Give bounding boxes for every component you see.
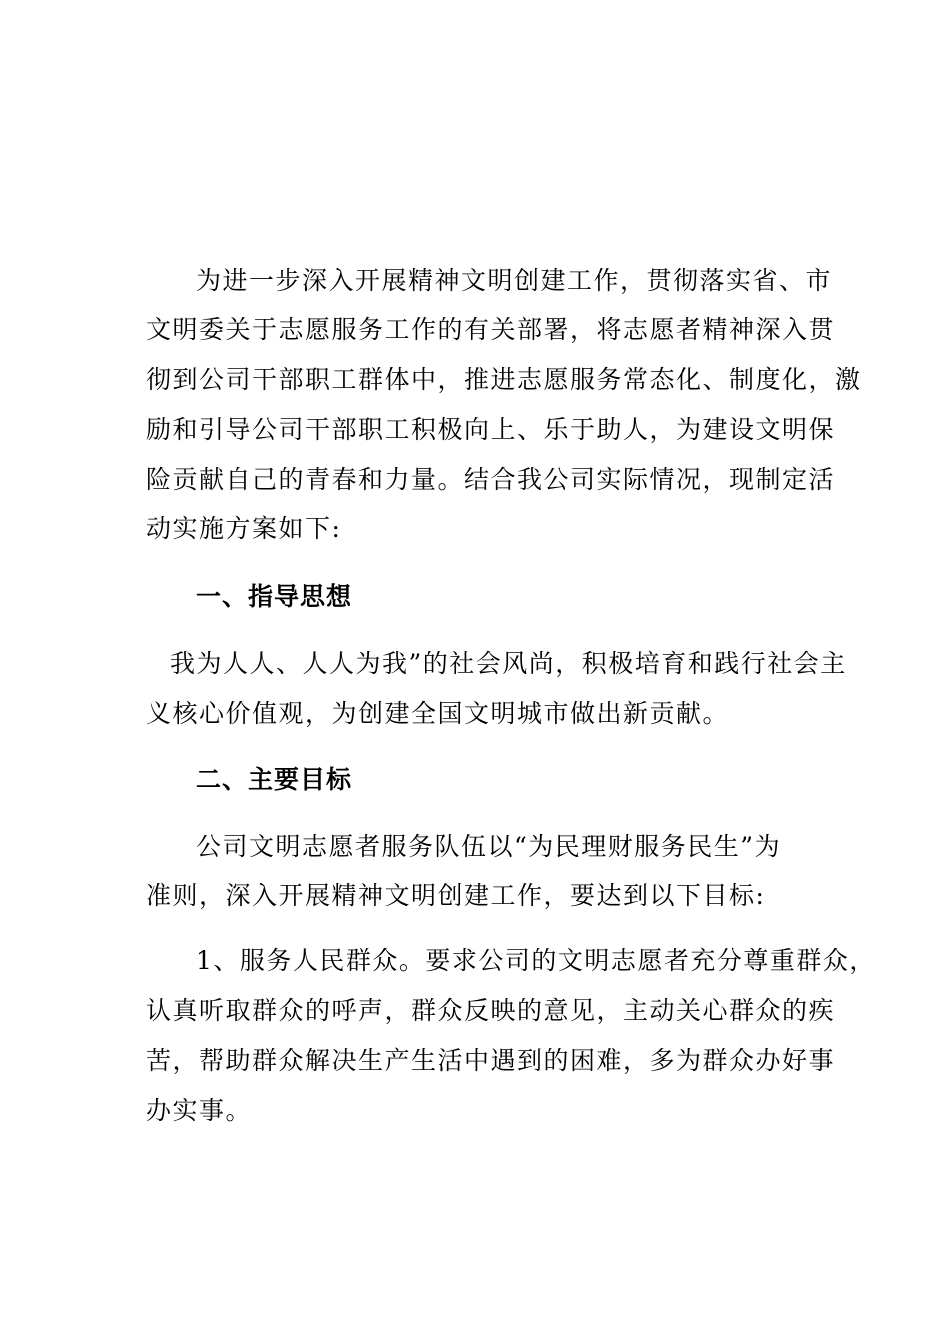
intro-line-6: 动实施方案如下: xyxy=(146,514,342,543)
intro-line-5: 险贡献自己的青春和力量。结合我公司实际情况，现制定活 xyxy=(146,465,836,494)
section1-line-2: 义核心价值观，为创建全国文明城市做出新贡献。 xyxy=(146,699,730,728)
intro-line-4: 励和引导公司干部职工积极向上、乐于助人，为建设文明保 xyxy=(146,415,836,444)
intro-line-2: 文明委关于志愿服务工作的有关部署，将志愿者精神深入贯 xyxy=(146,315,836,344)
goal-item-1-line-1: 1、服务人民群众。要求公司的文明志愿者充分尊重群众， xyxy=(196,946,876,975)
intro-line-1: 为进一步深入开展精神文明创建工作，贯彻落实省、市 xyxy=(196,266,833,295)
section2-line-2: 准则，深入开展精神文明创建工作，要达到以下目标: xyxy=(146,881,766,910)
section2-line-1: 公司文明志愿者服务队伍以“为民理财服务民生”为 xyxy=(196,832,782,861)
section-heading-guiding-ideology: 一、指导思想 xyxy=(196,582,353,611)
section1-line-1: 我为人人、人人为我”的社会风尚，积极培育和践行社会主 xyxy=(170,649,847,678)
goal-item-1-line-4: 办实事。 xyxy=(146,1096,253,1125)
section-heading-main-goals: 二、主要目标 xyxy=(196,765,353,794)
goal-item-1-line-3: 苦，帮助群众解决生产生活中遇到的困难，多为群众办好事 xyxy=(146,1046,836,1075)
intro-line-3: 彻到公司干部职工群体中，推进志愿服务常态化、制度化，激 xyxy=(146,365,862,394)
goal-item-1-line-2: 认真听取群众的呼声，群众反映的意见，主动关心群众的疾 xyxy=(146,996,836,1025)
